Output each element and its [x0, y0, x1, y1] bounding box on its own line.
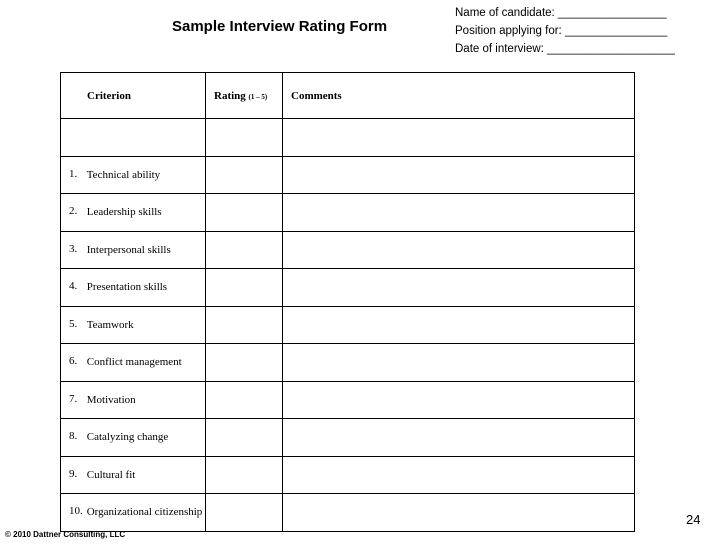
- copyright-footer: © 2010 Dattner Consulting, LLC: [5, 530, 126, 539]
- table-row: [61, 269, 635, 307]
- comments-cell[interactable]: [283, 494, 635, 532]
- criterion-number: 6.: [69, 355, 78, 368]
- table-row: [61, 344, 635, 382]
- criterion-cell: [61, 269, 206, 307]
- criterion-cell: [61, 494, 206, 532]
- table-header-row: [61, 73, 635, 119]
- rating-cell[interactable]: [206, 194, 283, 232]
- rating-range-label: (1 – 5): [248, 92, 268, 101]
- page-number: 24: [686, 512, 701, 527]
- rating-cell[interactable]: [206, 231, 283, 269]
- candidate-name-field[interactable]: Name of candidate: _________________: [455, 7, 667, 19]
- comments-cell[interactable]: [283, 119, 635, 157]
- criterion-cell: [61, 381, 206, 419]
- criterion-label: Leadership skills: [86, 206, 162, 219]
- criterion-number: 3.: [69, 242, 78, 255]
- rating-cell[interactable]: [206, 381, 283, 419]
- form-title: Sample Interview Rating Form: [172, 18, 388, 35]
- criterion-cell: [61, 194, 206, 232]
- candidate-info: [455, 4, 675, 58]
- criterion-label: Organizational citizenship: [86, 506, 203, 519]
- criterion-cell: [61, 419, 206, 457]
- rating-cell[interactable]: [206, 344, 283, 382]
- rating-cell[interactable]: [206, 156, 283, 194]
- criterion-label: Conflict management: [86, 356, 182, 369]
- criterion-number: 7.: [69, 392, 78, 405]
- comments-cell[interactable]: [283, 381, 635, 419]
- criterion-label: Interpersonal skills: [86, 243, 171, 256]
- criterion-label: Technical ability: [86, 168, 161, 181]
- rating-header: [206, 73, 283, 119]
- rating-cell[interactable]: [206, 269, 283, 307]
- rating-cell[interactable]: [206, 456, 283, 494]
- criterion-number: 5.: [69, 317, 78, 330]
- criterion-cell: [61, 306, 206, 344]
- comments-cell[interactable]: [283, 419, 635, 457]
- table-row: [61, 381, 635, 419]
- comments-header: Comments: [283, 73, 635, 119]
- rating-cell[interactable]: [206, 306, 283, 344]
- criterion-label: Teamwork: [86, 318, 134, 331]
- criterion-number: 9.: [69, 467, 78, 480]
- criterion-number: 10.: [69, 505, 83, 518]
- criterion-cell: [61, 231, 206, 269]
- criterion-label: Presentation skills: [86, 281, 168, 294]
- comments-cell[interactable]: [283, 456, 635, 494]
- table-row: [61, 156, 635, 194]
- comments-cell[interactable]: [283, 269, 635, 307]
- comments-cell[interactable]: [283, 344, 635, 382]
- criterion-number: 8.: [69, 430, 78, 443]
- criterion-number: 4.: [69, 280, 78, 293]
- table-row: [61, 456, 635, 494]
- interview-date-field[interactable]: Date of interview: ____________________: [455, 43, 675, 55]
- criterion-label: Catalyzing change: [86, 431, 169, 444]
- table-row: [61, 119, 635, 157]
- table-row: [61, 231, 635, 269]
- criterion-cell-blank: [61, 119, 206, 157]
- criterion-number: 2.: [69, 205, 78, 218]
- criterion-cell: [61, 456, 206, 494]
- rating-header-label: Rating: [214, 89, 246, 102]
- comments-cell[interactable]: [283, 156, 635, 194]
- criterion-number: 1.: [69, 167, 78, 180]
- comments-cell[interactable]: [283, 194, 635, 232]
- rating-cell[interactable]: [206, 119, 283, 157]
- table-row: [61, 194, 635, 232]
- comments-cell[interactable]: [283, 231, 635, 269]
- comments-cell[interactable]: [283, 306, 635, 344]
- criterion-header: Criterion: [61, 73, 206, 119]
- table-row: [61, 494, 635, 532]
- table-row: [61, 419, 635, 457]
- rating-cell[interactable]: [206, 419, 283, 457]
- criterion-label: Cultural fit: [86, 468, 136, 481]
- rating-cell[interactable]: [206, 494, 283, 532]
- criterion-cell: [61, 156, 206, 194]
- position-field[interactable]: Position applying for: ________________: [455, 25, 668, 37]
- rating-table: [60, 72, 635, 532]
- criterion-cell: [61, 344, 206, 382]
- table-row: [61, 306, 635, 344]
- criterion-label: Motivation: [86, 393, 136, 406]
